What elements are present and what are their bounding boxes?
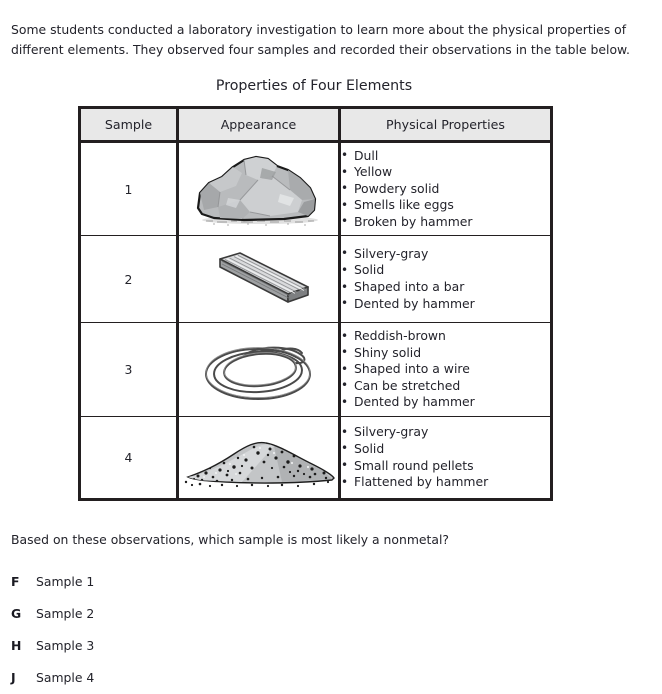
property-item: • Dented by hammer xyxy=(341,296,550,313)
sample-number-cell: 1 xyxy=(80,142,178,236)
physical-properties-cell xyxy=(340,142,552,236)
property-item: • Silvery-gray xyxy=(341,424,550,441)
table-row xyxy=(80,142,552,236)
property-item: • Shiny solid xyxy=(341,345,550,362)
property-item: • Dented by hammer xyxy=(341,394,550,411)
properties-table xyxy=(78,106,553,501)
property-item: • Shaped into a bar xyxy=(341,279,550,296)
answer-choice-f[interactable] xyxy=(11,566,331,598)
appearance-cell xyxy=(178,323,340,417)
answer-choice-h[interactable] xyxy=(11,630,331,662)
choice-text: Sample 3 xyxy=(36,638,95,653)
property-item: • Flattened by hammer xyxy=(341,474,550,491)
table-row xyxy=(80,323,552,417)
sample-number-cell: 4 xyxy=(80,417,178,500)
table-title: Properties of Four Elements xyxy=(215,78,413,94)
silvery-metal-bar-illustration xyxy=(184,242,334,316)
table-row xyxy=(80,417,552,500)
property-item: • Solid xyxy=(341,262,550,279)
appearance-cell xyxy=(178,142,340,236)
answer-choices xyxy=(11,566,331,694)
stem-paragraph: Some students conducted a laboratory investigation to learn more about the physical properties of different elements. They observed four samples and recorded their observations in the table below. xyxy=(11,22,630,57)
sample-number-cell: 2 xyxy=(80,236,178,323)
properties-list xyxy=(341,246,550,312)
choice-letter: F xyxy=(11,574,20,589)
column-header-physical-properties: Physical Properties xyxy=(340,108,552,142)
physical-properties-cell xyxy=(340,236,552,323)
property-item: • Dull xyxy=(341,148,550,165)
property-item: • Powdery solid xyxy=(341,181,550,198)
physical-properties-cell xyxy=(340,323,552,417)
table-header-row xyxy=(80,108,552,142)
properties-list xyxy=(341,424,550,490)
question-text: Based on these observations, which sample is most likely a nonmetal? xyxy=(11,532,450,547)
appearance-cell xyxy=(178,417,340,500)
choice-letter: H xyxy=(11,638,22,653)
table-row xyxy=(80,236,552,323)
pellet-pile-illustration xyxy=(182,422,336,494)
appearance-cell xyxy=(178,236,340,323)
column-header-sample: Sample xyxy=(80,108,178,142)
property-item: • Can be stretched xyxy=(341,378,550,395)
property-item: • Yellow xyxy=(341,164,550,181)
property-item: • Broken by hammer xyxy=(341,214,550,231)
property-item: • Solid xyxy=(341,441,550,458)
choice-letter: J xyxy=(11,670,16,685)
choice-text: Sample 2 xyxy=(36,606,95,621)
sample-number-cell: 3 xyxy=(80,323,178,417)
answer-choice-j[interactable] xyxy=(11,662,331,694)
gray-rock-lump-illustration xyxy=(184,150,334,228)
choice-text: Sample 1 xyxy=(36,574,95,589)
properties-list xyxy=(341,328,550,411)
properties-list xyxy=(341,148,550,231)
property-item: • Shaped into a wire xyxy=(341,361,550,378)
coiled-wire-illustration xyxy=(184,330,334,410)
property-item: • Smells like eggs xyxy=(341,197,550,214)
answer-choice-g[interactable] xyxy=(11,598,331,630)
column-header-appearance: Appearance xyxy=(178,108,340,142)
property-item: • Reddish-brown xyxy=(341,328,550,345)
property-item: • Small round pellets xyxy=(341,458,550,475)
choice-text: Sample 4 xyxy=(36,670,95,685)
property-item: • Silvery-gray xyxy=(341,246,550,263)
physical-properties-cell xyxy=(340,417,552,500)
choice-letter: G xyxy=(11,606,22,621)
